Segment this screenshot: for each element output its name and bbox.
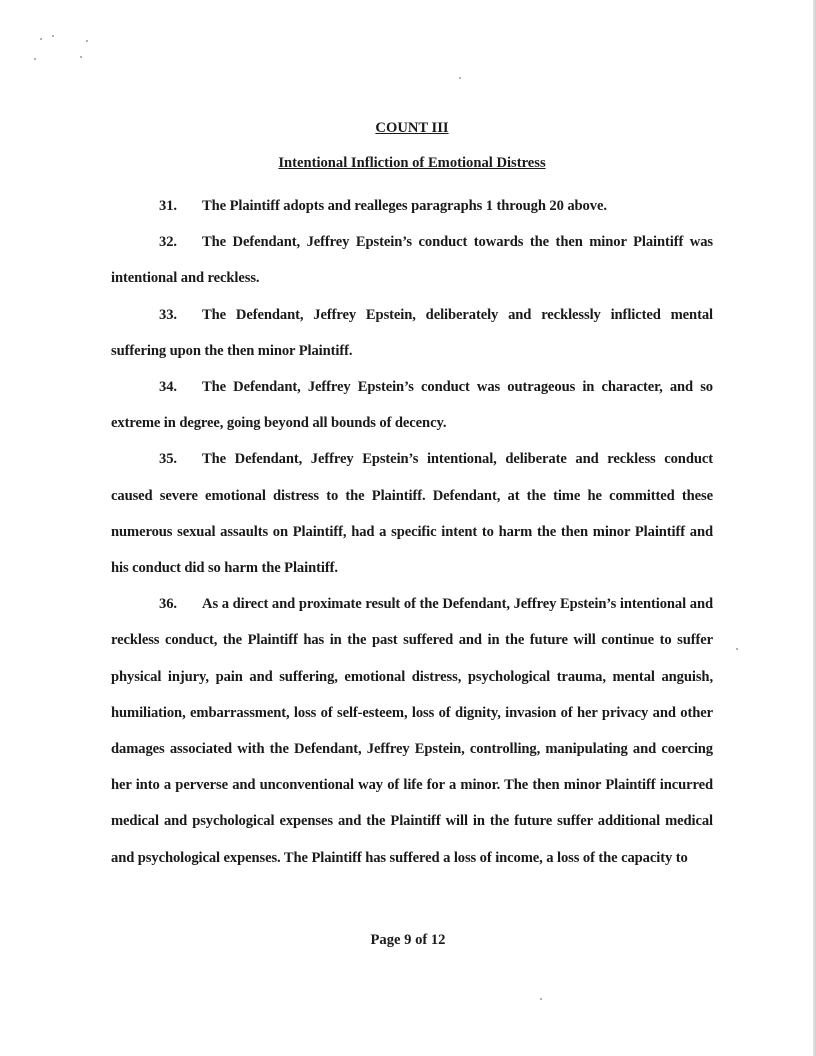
scan-speck — [52, 35, 54, 37]
count-title: COUNT III — [375, 120, 449, 136]
paragraph-33 — [111, 297, 713, 369]
paragraph-text: The Defendant, Jeffrey Epstein’s conduct was outrageous in character, and so extreme in degree, going beyond all bounds of decency. — [111, 379, 713, 432]
paragraph-31 — [111, 188, 713, 224]
scan-speck — [80, 56, 82, 58]
paragraph-32 — [111, 224, 713, 296]
paragraph-number: 33. — [159, 306, 177, 323]
scan-speck — [540, 998, 542, 1000]
paragraph-number: 32. — [159, 234, 177, 251]
scan-speck — [736, 648, 738, 650]
paragraph-text: The Defendant, Jeffrey Epstein, deliberately and recklessly inflicted mental suffering upon the then minor Plaintiff. — [111, 306, 713, 359]
paragraph-text: As a direct and proximate result of the Defendant, Jeffrey Epstein’s intentional and reckless conduct, the Plaintiff has in the past suffered and in the future will continue to suffer physical injury, pain and suffering, emotional distress, psychological trauma, mental anguish, humiliation, embarrassment, loss of self-esteem, loss of dignity, invasion of her privacy and other damages associated with the Defendant, Jeffrey Epstein, controlling, manipulating and coercing her into a perverse and unconventional way of life for a minor. The then minor Plaintiff incurred medical and psychological expenses and the Plaintiff will in the future suffer additional medical and psychological expenses. The Plaintiff has suffered a loss of income, a loss of the capacity to — [111, 596, 713, 866]
paragraph-number: 36. — [159, 596, 177, 613]
count-subtitle: Intentional Infliction of Emotional Distress — [278, 155, 546, 171]
paragraph-number: 35. — [159, 451, 177, 468]
scan-speck — [34, 58, 36, 60]
scan-speck — [459, 77, 461, 79]
scan-speck — [40, 38, 42, 40]
paragraph-text: The Defendant, Jeffrey Epstein’s intentional, deliberate and reckless conduct caused severe emotional distress to the Plaintiff. Defendant, at the time he committed these numerous sexual assaults on Plaintiff, had a specific intent to harm the then minor Plaintiff and his conduct did so harm the Plaintiff. — [111, 451, 713, 577]
paragraph-text: The Defendant, Jeffrey Epstein’s conduct towards the then minor Plaintiff was intentional and reckless. — [111, 234, 713, 287]
paragraph-number: 34. — [159, 379, 177, 396]
paragraph-36 — [111, 586, 713, 876]
paragraph-34 — [111, 369, 713, 441]
scan-speck — [86, 40, 88, 42]
paragraph-number: 31. — [159, 198, 177, 214]
paragraph-35 — [111, 441, 713, 586]
document-body — [111, 118, 713, 876]
page-footer: Page 9 of 12 — [370, 932, 446, 948]
paragraph-text: The Plaintiff adopts and realleges paragraphs 1 through 20 above. — [202, 198, 607, 214]
